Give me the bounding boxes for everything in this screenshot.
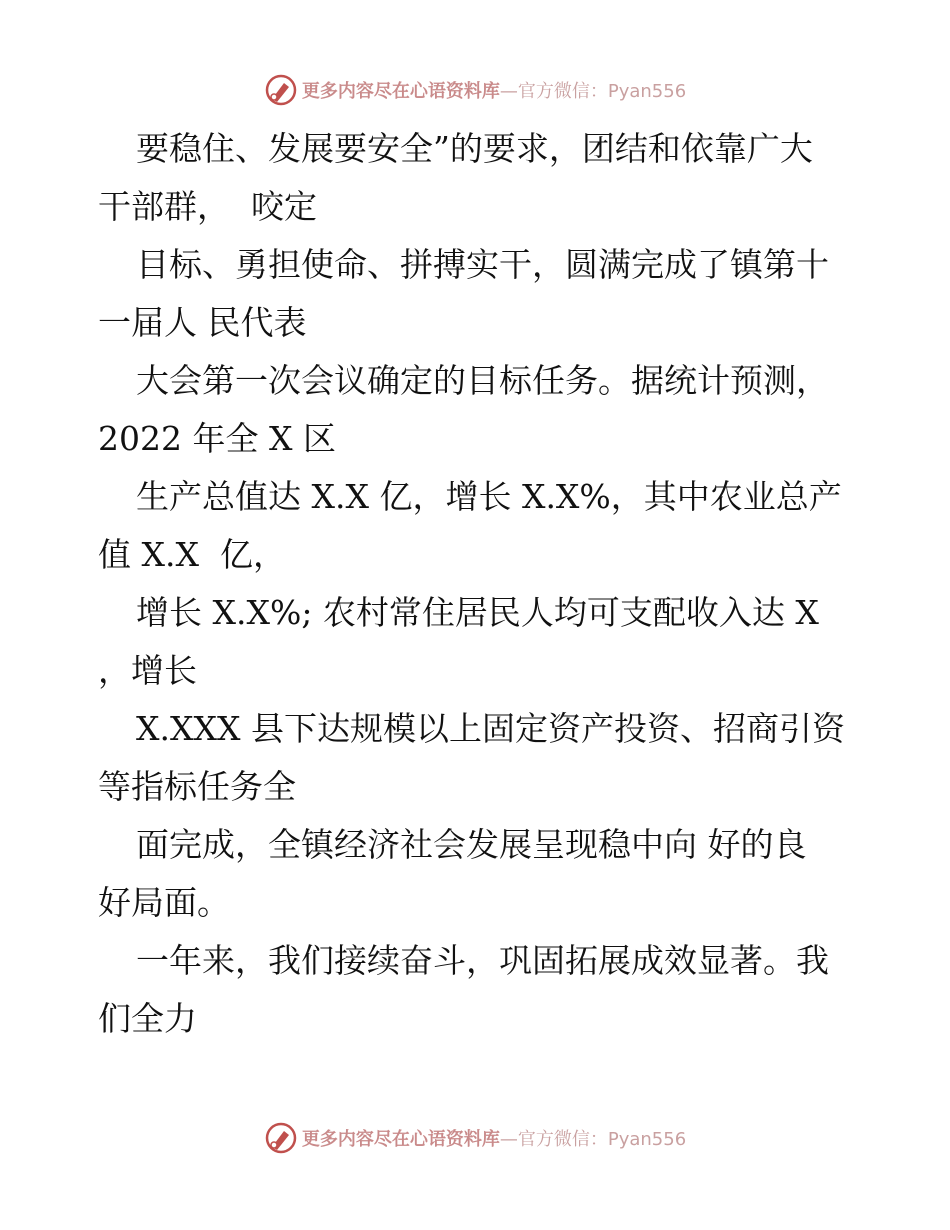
header-dash: — — [499, 81, 518, 102]
document-body — [98, 120, 868, 1048]
header-wechat-label: 官方微信： — [517, 81, 608, 102]
footer-dash: — — [499, 1129, 518, 1150]
header-watermark-text — [302, 77, 686, 103]
body-line: 等指标任务全 — [98, 767, 296, 806]
pen-logo-icon — [264, 1121, 298, 1155]
header-watermark — [0, 70, 950, 110]
header-wechat-id: Pyan556 — [607, 81, 687, 102]
body-line: 一年来，我们接续奋斗，巩固拓展成效显著。我 — [136, 941, 829, 980]
footer-wechat-label: 官方微信： — [517, 1129, 608, 1150]
footer-main-text: 更多内容尽在心语资料库 — [301, 1129, 500, 1150]
body-line: 好局面。 — [98, 883, 230, 922]
body-line: 干部群， 咬定 — [98, 187, 317, 226]
body-line: 大会第一次会议确定的目标任务。据统计预测， — [136, 361, 829, 400]
body-line: 增长 X.X%; 农村常住居民人均可支配收入达 X — [136, 593, 819, 632]
footer-wechat-id: Pyan556 — [607, 1129, 687, 1150]
body-line: 2022 年全 X 区 — [98, 419, 336, 458]
body-line: ，增长 — [98, 651, 197, 690]
body-line: X.XXX 县下达规模以上固定资产投资、招商引资 — [136, 709, 845, 748]
footer-watermark — [0, 1118, 950, 1158]
body-line: 值 X.X 亿， — [98, 535, 286, 574]
body-line: 面完成，全镇经济社会发展呈现稳中向 好的良 — [136, 825, 807, 864]
pen-logo-icon — [264, 73, 298, 107]
body-line: 要稳住、发展要安全”的要求，团结和依靠广大 — [136, 129, 813, 168]
body-line: 一届人 民代表 — [98, 303, 307, 342]
body-line: 们全力 — [98, 999, 197, 1038]
header-main-text: 更多内容尽在心语资料库 — [301, 81, 500, 102]
footer-watermark-text — [302, 1125, 686, 1151]
body-line: 目标、勇担使命、拼搏实干，圆满完成了镇第十 — [136, 245, 829, 284]
body-line: 生产总值达 X.X 亿，增长 X.X%，其中农业总产 — [136, 477, 842, 516]
